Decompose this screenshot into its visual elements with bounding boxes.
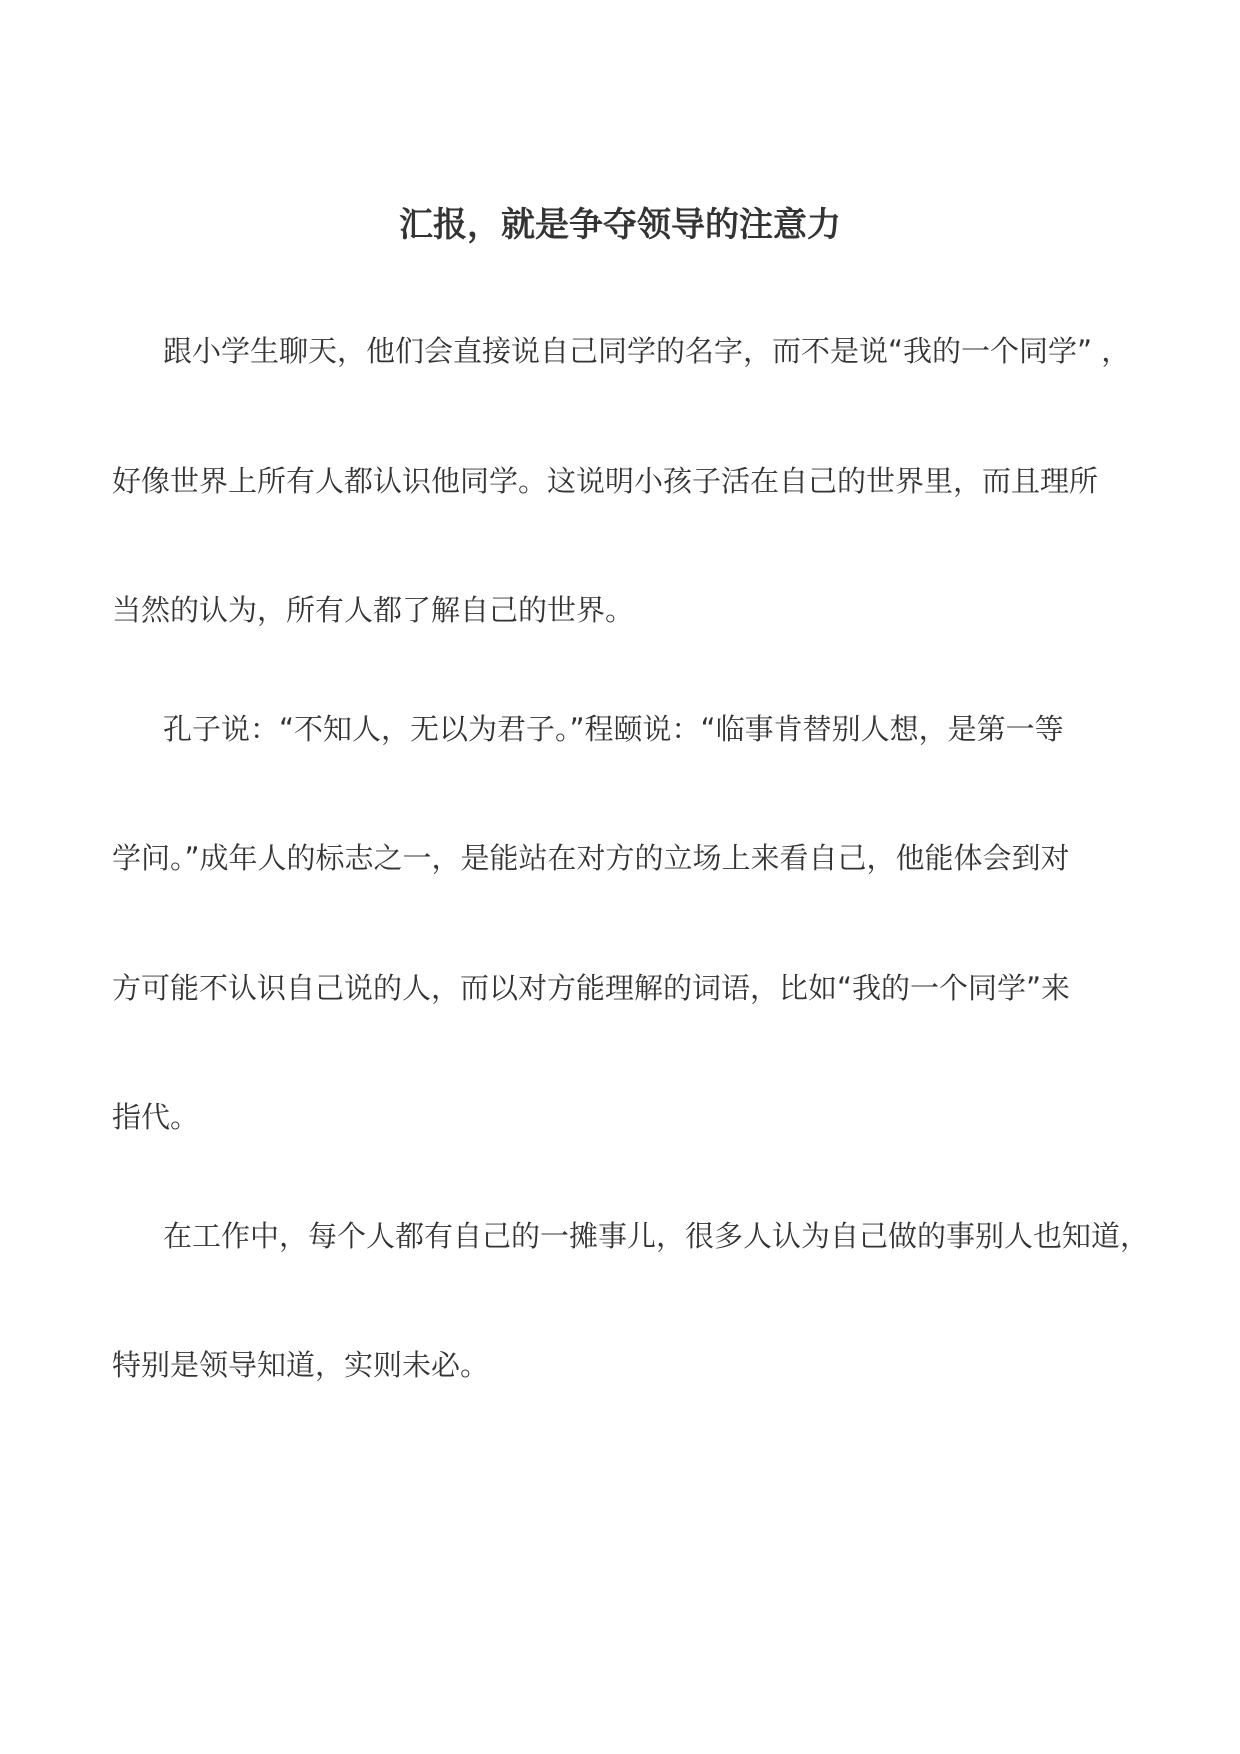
document-title: 汇报，就是争夺领导的注意力 [399, 205, 841, 245]
paragraph-3-line-2: 特别是领导知道，实则未必。 [112, 1348, 490, 1382]
paragraph-1-line-3: 当然的认为，所有人都了解自己的世界。 [112, 593, 635, 627]
paragraph-2-line-2: 学问。”成年人的标志之一，是能站在对方的立场上来看自己，他能体会到对 [112, 841, 1070, 875]
paragraph-3-line-1: 在工作中，每个人都有自己的一摊事儿，很多人认为自己做的事别人也知道， [163, 1219, 1150, 1253]
paragraph-1-line-2: 好像世界上所有人都认识他同学。这说明小孩子活在自己的世界里，而且理所 [112, 464, 1099, 498]
paragraph-1-line-1: 跟小学生聊天，他们会直接说自己同学的名字，而不是说“我的一个同学” ， [163, 334, 1131, 368]
paragraph-2-line-4: 指代。 [112, 1100, 200, 1134]
paragraph-2-line-3: 方可能不认识自己说的人，而以对方能理解的词语，比如“我的一个同学”来 [112, 971, 1071, 1005]
paragraph-2-line-1: 孔子说：“不知人，无以为君子。”程颐说：“临事肯替别人想，是第一等 [163, 712, 1064, 746]
